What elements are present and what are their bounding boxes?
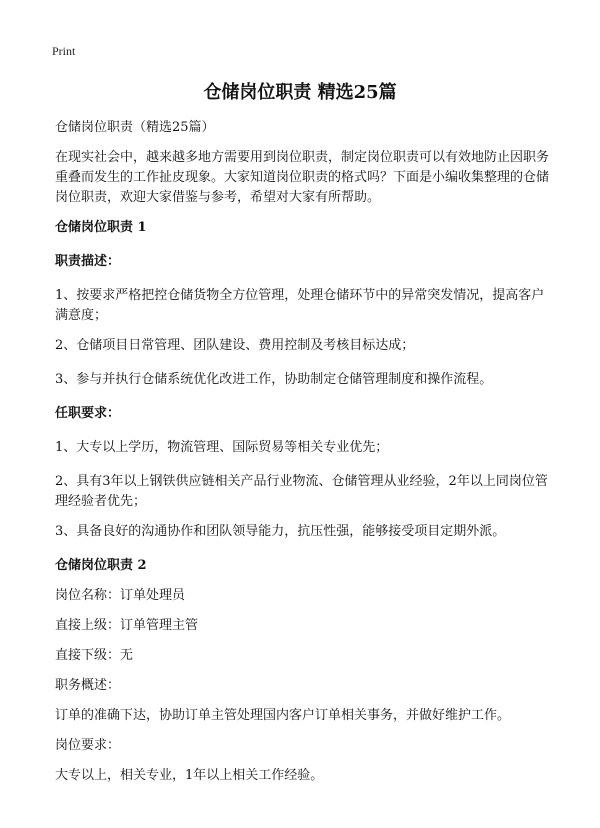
duty-item: 1、按要求严格把控仓储货物全方位管理，处理仓储环节中的异常突发情况，提高客户满意度； xyxy=(55,288,545,323)
intro-paragraph: 在现实社会中，越来越多地方需要用到岗位职责，制定岗位职责可以有效地防止因职务重叠而发生的工作扯皮现象。大家知道岗位职责的格式吗？下面是小编收集整理的仓储岗位职责，欢迎大家借鉴与参考，希望对大家有所帮助。 xyxy=(55,150,550,205)
article-subtitle: 仓储岗位职责（精选25篇） xyxy=(55,120,215,135)
position-requirements-text: 大专以上，相关专业，1年以上相关工作经验。 xyxy=(55,768,324,783)
overview-text: 订单的准确下达，协助订单主管处理国内客户订单相关事务，并做好维护工作。 xyxy=(55,708,511,723)
requirement-item: 1、大专以上学历，物流管理、国际贸易等相关专业优先； xyxy=(55,440,389,455)
direct-superior: 直接上级：订单管理主管 xyxy=(55,618,199,633)
overview-label: 职务概述： xyxy=(55,678,121,693)
section-1-heading: 仓储岗位职责 1 xyxy=(55,220,147,235)
requirement-item: 2、具有3年以上钢铁供应链相关产品行业物流、仓储管理从业经验，2年以上同岗位管理经验者优先； xyxy=(55,474,548,509)
print-link[interactable]: Print xyxy=(52,44,76,58)
duty-item: 3、参与并执行仓储系统优化改进工作，协助制定仓储管理制度和操作流程。 xyxy=(55,372,493,387)
position-requirements-label: 岗位要求： xyxy=(55,738,121,753)
position-name: 岗位名称：订单处理员 xyxy=(55,588,186,603)
direct-subordinate: 直接下级：无 xyxy=(55,648,134,663)
article-body xyxy=(55,118,555,786)
duty-item: 2、仓储项目日常管理、团队建设、费用控制及考核目标达成； xyxy=(55,338,415,353)
duties-heading: 职责描述： xyxy=(55,254,121,269)
requirement-item: 3、具备良好的沟通协作和团队领导能力，抗压性强，能够接受项目定期外派。 xyxy=(55,524,506,539)
requirements-heading: 任职要求： xyxy=(55,406,121,421)
section-2-heading: 仓储岗位职责 2 xyxy=(55,558,147,573)
page-title: 仓储岗位职责 精选25篇 xyxy=(203,82,397,103)
